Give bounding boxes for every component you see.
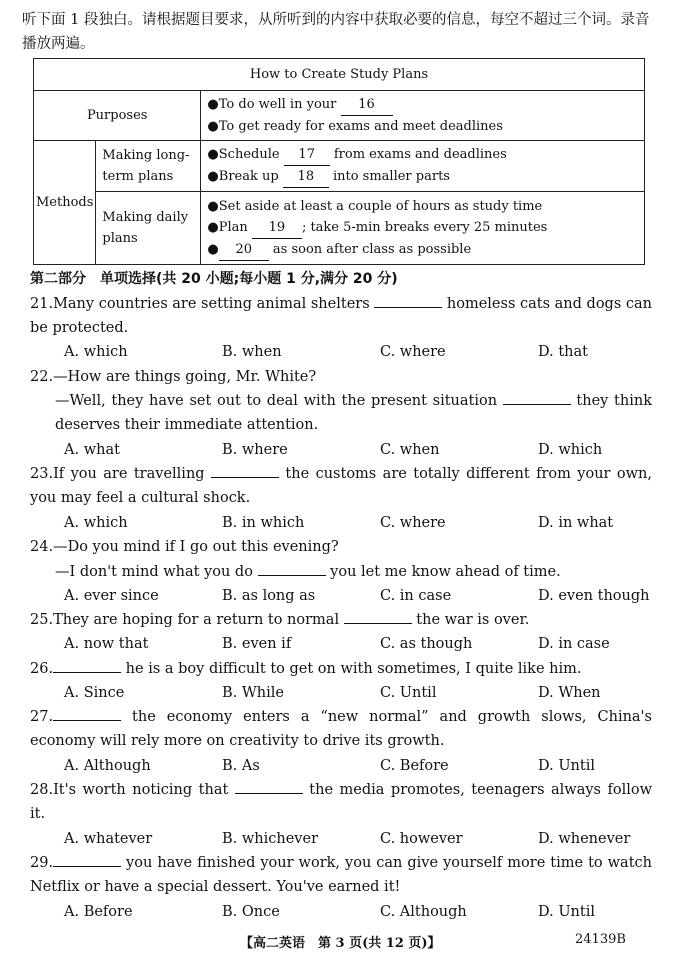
blank-16: 16	[341, 94, 393, 116]
blank-18: 18	[283, 166, 329, 188]
methods-label: Methods	[34, 141, 96, 265]
option-a: A. ever since	[64, 588, 159, 604]
option-b: B. in which	[222, 515, 305, 531]
answer-blank	[53, 706, 121, 721]
option-c: C. when	[380, 442, 440, 458]
question-27: 27. the economy enters a “new normal” and growth slows, China's economy will rely more on creativity to drive its growth.	[30, 705, 652, 753]
purpose-item: ●To do well in your 16	[207, 94, 638, 116]
option-a: A. Before	[64, 904, 133, 920]
answer-blank	[235, 779, 303, 794]
option-d: D. Until	[538, 904, 595, 920]
option-a: A. what	[64, 442, 120, 458]
question-25: 25.They are hoping for a return to normal the war is over.	[30, 608, 652, 632]
options-24	[64, 584, 664, 608]
option-b: B. even if	[222, 636, 292, 652]
option-c: C. in case	[380, 588, 452, 604]
option-a: A. Since	[64, 685, 125, 701]
daily-label: Making daily plans	[96, 192, 201, 265]
question-22-reply: —Well, they have set out to deal with the present situation they think deserves their immediate attention.	[55, 389, 652, 437]
footer-page-info: 【高二英语 第 3 页(共 12 页)】	[240, 936, 441, 951]
question-28: 28.It's worth noticing that the media promotes, teenagers always follow it.	[30, 778, 652, 826]
section-heading: 第二部分 单项选择(共 20 小题;每小题 1 分,满分 20 分)	[30, 271, 398, 287]
option-d: D. in what	[538, 515, 614, 531]
option-d: D. When	[538, 685, 601, 701]
question-22: 22.—How are things going, Mr. White?	[30, 369, 317, 385]
daily-item: ●Plan 19 ; take 5-min breaks every 25 minutes	[207, 217, 638, 239]
option-b: B. As	[222, 758, 260, 774]
long-term-item: ●Break up 18 into smaller parts	[207, 166, 638, 188]
daily-item: ●Set aside at least a couple of hours as study time	[207, 198, 543, 214]
options-22	[64, 438, 664, 462]
option-d: D. in case	[538, 636, 610, 652]
options-28	[64, 827, 664, 851]
answer-blank	[258, 561, 326, 576]
question-21: 21.Many countries are setting animal shelters homeless cats and dogs can be protected.	[30, 292, 652, 340]
option-c: C. where	[380, 344, 446, 360]
answer-blank	[344, 609, 412, 624]
blank-17: 17	[284, 144, 330, 166]
option-c: C. Until	[380, 685, 437, 701]
option-b: B. as long as	[222, 588, 316, 604]
answer-blank	[211, 463, 279, 478]
answer-blank	[374, 293, 442, 308]
option-c: C. Although	[380, 904, 467, 920]
option-c: C. where	[380, 515, 446, 531]
listening-instructions: 听下面 1 段独白。请根据题目要求，从所听到的内容中获取必要的信息，每空不超过三个词。录音播放两遍。	[22, 12, 650, 52]
blank-19: 19	[252, 217, 302, 239]
option-a: A. which	[64, 515, 128, 531]
option-b: B. where	[222, 442, 288, 458]
table-title: How to Create Study Plans	[34, 59, 645, 91]
option-c: C. Before	[380, 758, 449, 774]
option-d: D. even though	[538, 588, 650, 604]
option-b: B. While	[222, 685, 284, 701]
question-29: 29. you have finished your work, you can give yourself more time to watch Netflix or have a special dessert. You've earned it!	[30, 851, 652, 899]
footer-code: 24139B	[575, 932, 626, 947]
option-a: A. which	[64, 344, 128, 360]
answer-blank	[53, 852, 121, 867]
option-b: B. Once	[222, 904, 280, 920]
purposes-label: Purposes	[34, 91, 201, 141]
options-26	[64, 681, 664, 705]
question-24-reply: —I don't mind what you do you let me know ahead of time.	[55, 560, 652, 584]
question-23: 23.If you are travelling the customs are totally different from your own, you may feel a cultural shock.	[30, 462, 652, 510]
option-d: D. that	[538, 344, 588, 360]
option-b: B. when	[222, 344, 282, 360]
purpose-item: ●To get ready for exams and meet deadlines	[207, 119, 503, 134]
purposes-cell	[201, 91, 645, 141]
blank-20: 20	[219, 239, 269, 261]
long-term-item: ●Schedule 17 from exams and deadlines	[207, 144, 638, 166]
option-d: D. whenever	[538, 831, 631, 847]
options-21	[64, 340, 664, 364]
option-d: D. Until	[538, 758, 595, 774]
question-26: 26. he is a boy difficult to get on with sometimes, I quite like him.	[30, 657, 652, 681]
options-27	[64, 754, 664, 778]
study-plans-table	[33, 58, 645, 265]
daily-item: ● 20 as soon after class as possible	[207, 239, 638, 261]
options-25	[64, 632, 664, 656]
option-c: C. as though	[380, 636, 473, 652]
long-term-cell	[201, 141, 645, 192]
options-29	[64, 900, 664, 924]
question-24: 24.—Do you mind if I go out this evening?	[30, 539, 339, 555]
answer-blank	[503, 390, 571, 405]
daily-cell	[201, 192, 645, 265]
option-a: A. whatever	[64, 831, 153, 847]
options-23	[64, 511, 664, 535]
option-a: A. now that	[64, 636, 149, 652]
option-b: B. whichever	[222, 831, 319, 847]
option-a: A. Although	[64, 758, 151, 774]
answer-blank	[53, 658, 121, 673]
option-d: D. which	[538, 442, 603, 458]
long-term-label: Making long-term plans	[96, 141, 201, 192]
option-c: C. however	[380, 831, 463, 847]
